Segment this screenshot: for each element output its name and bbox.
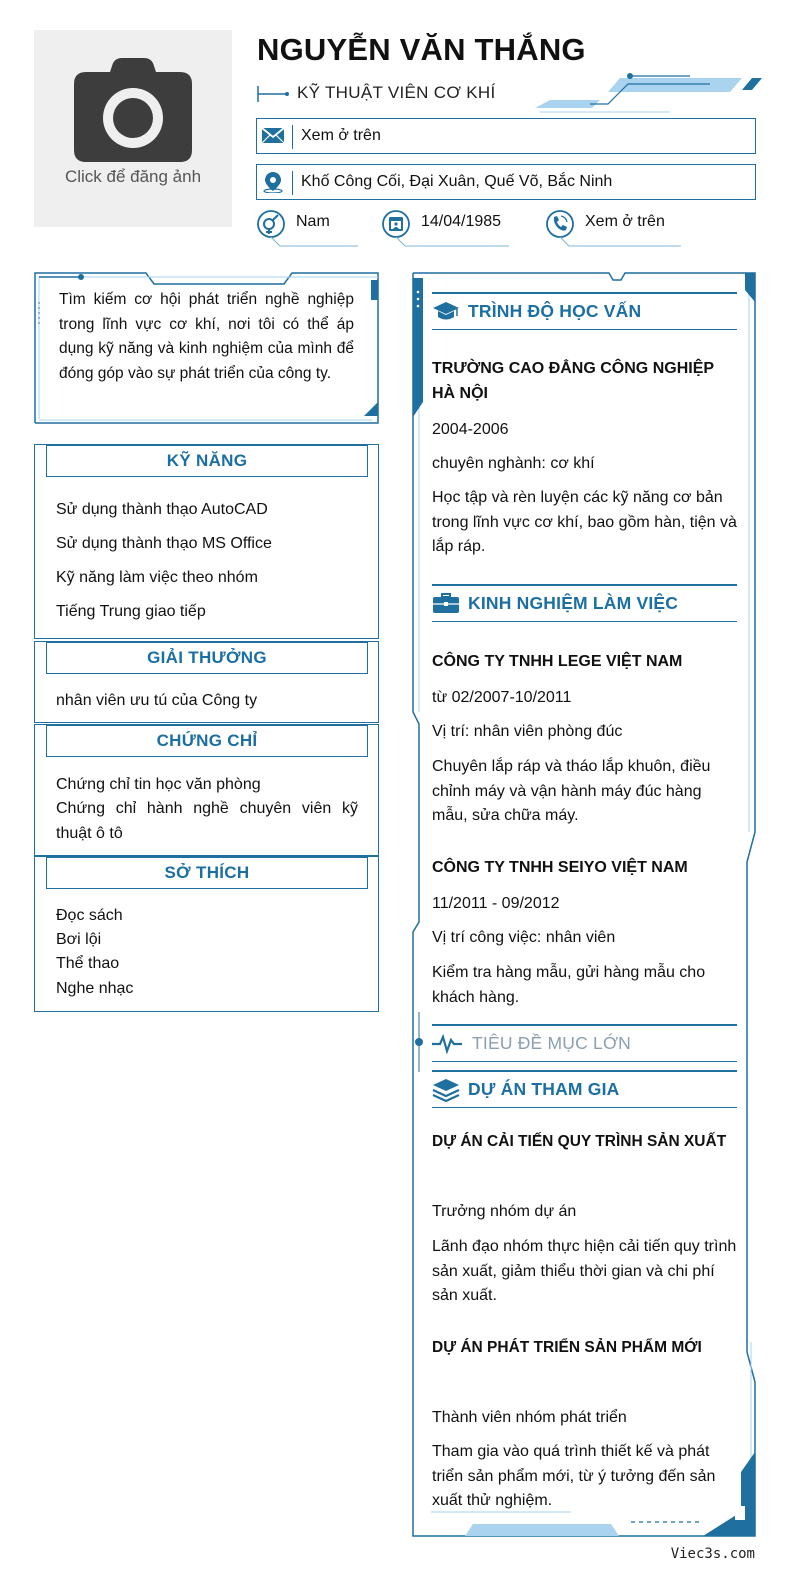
hobbies-section [34,856,379,1012]
layers-icon [432,1078,460,1102]
candidate-name: NGUYỄN VĂN THẮNG [257,32,586,67]
job-position: Vị trí: nhân viên phòng đúc [432,723,623,740]
hobby-item: Bơi lội [56,931,102,948]
hobby-item: Đọc sách [56,907,123,924]
skills-heading: KỸ NĂNG [46,445,368,477]
skill-item: Tiếng Trung giao tiếp [56,603,206,620]
job-company: CÔNG TY TNHH LEGE VIỆT NAM [432,653,683,670]
objective-text: Tìm kiếm cơ hội phát triển nghề nghiệp trong lĩnh vực cơ khí, nơi tôi có thể áp dụng kỹ năng và kinh nghiệm của mình để đóng góp vào sự phát triển của công ty. [59,291,354,382]
briefcase-icon [432,592,460,614]
awards-section [34,641,379,723]
header-tech-decoration [530,70,762,116]
placeholder-heading-bar[interactable] [432,1024,737,1062]
certificate-item: Chứng chỉ hành nghề chuyên viên kỹ thuật ô tô [56,800,358,842]
hobbies-heading: SỞ THÍCH [46,857,368,889]
certificates-section [34,724,379,856]
education-school: TRƯỜNG CAO ĐẲNG CÔNG NGHIỆP HÀ NỘI [432,360,714,402]
email-icon [261,125,285,147]
award-item: nhân viên ưu tú của Công ty [56,692,258,709]
email-box [256,118,756,154]
projects-heading-bar [432,1070,737,1108]
job-title: KỸ THUẬT VIÊN CƠ KHÍ [297,83,496,102]
career-objective [34,272,379,424]
certificates-heading: CHỨNG CHỈ [46,725,368,757]
hobby-item: Nghe nhạc [56,980,134,997]
project-role: Trưởng nhóm dự án [432,1203,577,1220]
job-position: Vị trí công việc: nhân viên [432,929,616,946]
experience-heading: KINH NGHIỆM LÀM VIỆC [468,593,679,613]
skill-item: Kỹ năng làm việc theo nhóm [56,569,258,586]
birthday-info [381,206,511,248]
education-heading: TRÌNH ĐỘ HỌC VẤN [468,301,642,321]
skill-item: Sử dụng thành thạo MS Office [56,535,272,552]
birthday-value: 14/04/1985 [421,213,502,230]
project-role: Thành viên nhóm phát triển [432,1409,627,1426]
gender-value: Nam [296,213,330,230]
education-period: 2004-2006 [432,421,509,438]
project-description: Tham gia vào quá trình thiết kế và phát triển sản phẩm mới, từ ý tưởng đến sản xuất thử nghiệm. [432,1443,716,1509]
hobby-item: Thể thao [56,955,120,972]
job-period: từ 02/2007-10/2011 [432,689,572,706]
skills-section [34,444,379,639]
gender-info [256,206,366,248]
address-box [256,164,756,200]
certificate-item: Chứng chỉ tin học văn phòng [56,776,261,793]
awards-heading: GIẢI THƯỞNG [46,642,368,674]
location-pin-icon [261,171,285,193]
footer-watermark: Viec3s.com [670,1546,755,1562]
job-period: 11/2011 - 09/2012 [432,895,560,912]
phone-value: Xem ở trên [585,213,665,230]
graduation-cap-icon [432,300,460,322]
camera-icon [74,58,192,162]
project-name: DỰ ÁN PHÁT TRIỂN SẢN PHẨM MỚI [432,1339,702,1356]
job-description: Kiểm tra hàng mẫu, gửi hàng mẫu cho khách hàng. [432,964,706,1006]
education-heading-bar [432,292,737,330]
email-value: Xem ở trên [301,127,381,144]
project-name: DỰ ÁN CẢI TIẾN QUY TRÌNH SẢN XUẤT [432,1133,727,1150]
job-company: CÔNG TY TNHH SEIYO VIỆT NAM [432,859,688,876]
placeholder-heading: TIÊU ĐỀ MỤC LỚN [472,1033,631,1053]
education-major: chuyên nghành: cơ khí [432,455,595,472]
project-description: Lãnh đạo nhóm thực hiện cải tiến quy trình sản xuất, giảm thiểu thời gian và chi phí sản xuất. [432,1238,737,1304]
job-description: Chuyên lắp ráp và tháo lắp khuôn, điều chỉnh máy và vận hành máy đúc hàng mẫu, sửa chữa máy. [432,758,711,824]
photo-upload-label: Click để đăng ảnh [64,167,202,186]
heartbeat-icon [432,1034,464,1054]
phone-info [545,206,685,248]
projects-heading: DỰ ÁN THAM GIA [468,1079,620,1099]
education-description: Học tập và rèn luyện các kỹ năng cơ bản trong lĩnh vực cơ khí, bao gồm hàn, tiện và lắp ráp. [432,489,737,555]
skill-item: Sử dụng thành thạo AutoCAD [56,501,268,518]
experience-heading-bar [432,584,737,622]
title-decoration [257,80,291,108]
address-value: Khố Công Cối, Đại Xuân, Quế Võ, Bắc Ninh [301,173,613,190]
photo-upload[interactable] [34,30,232,227]
